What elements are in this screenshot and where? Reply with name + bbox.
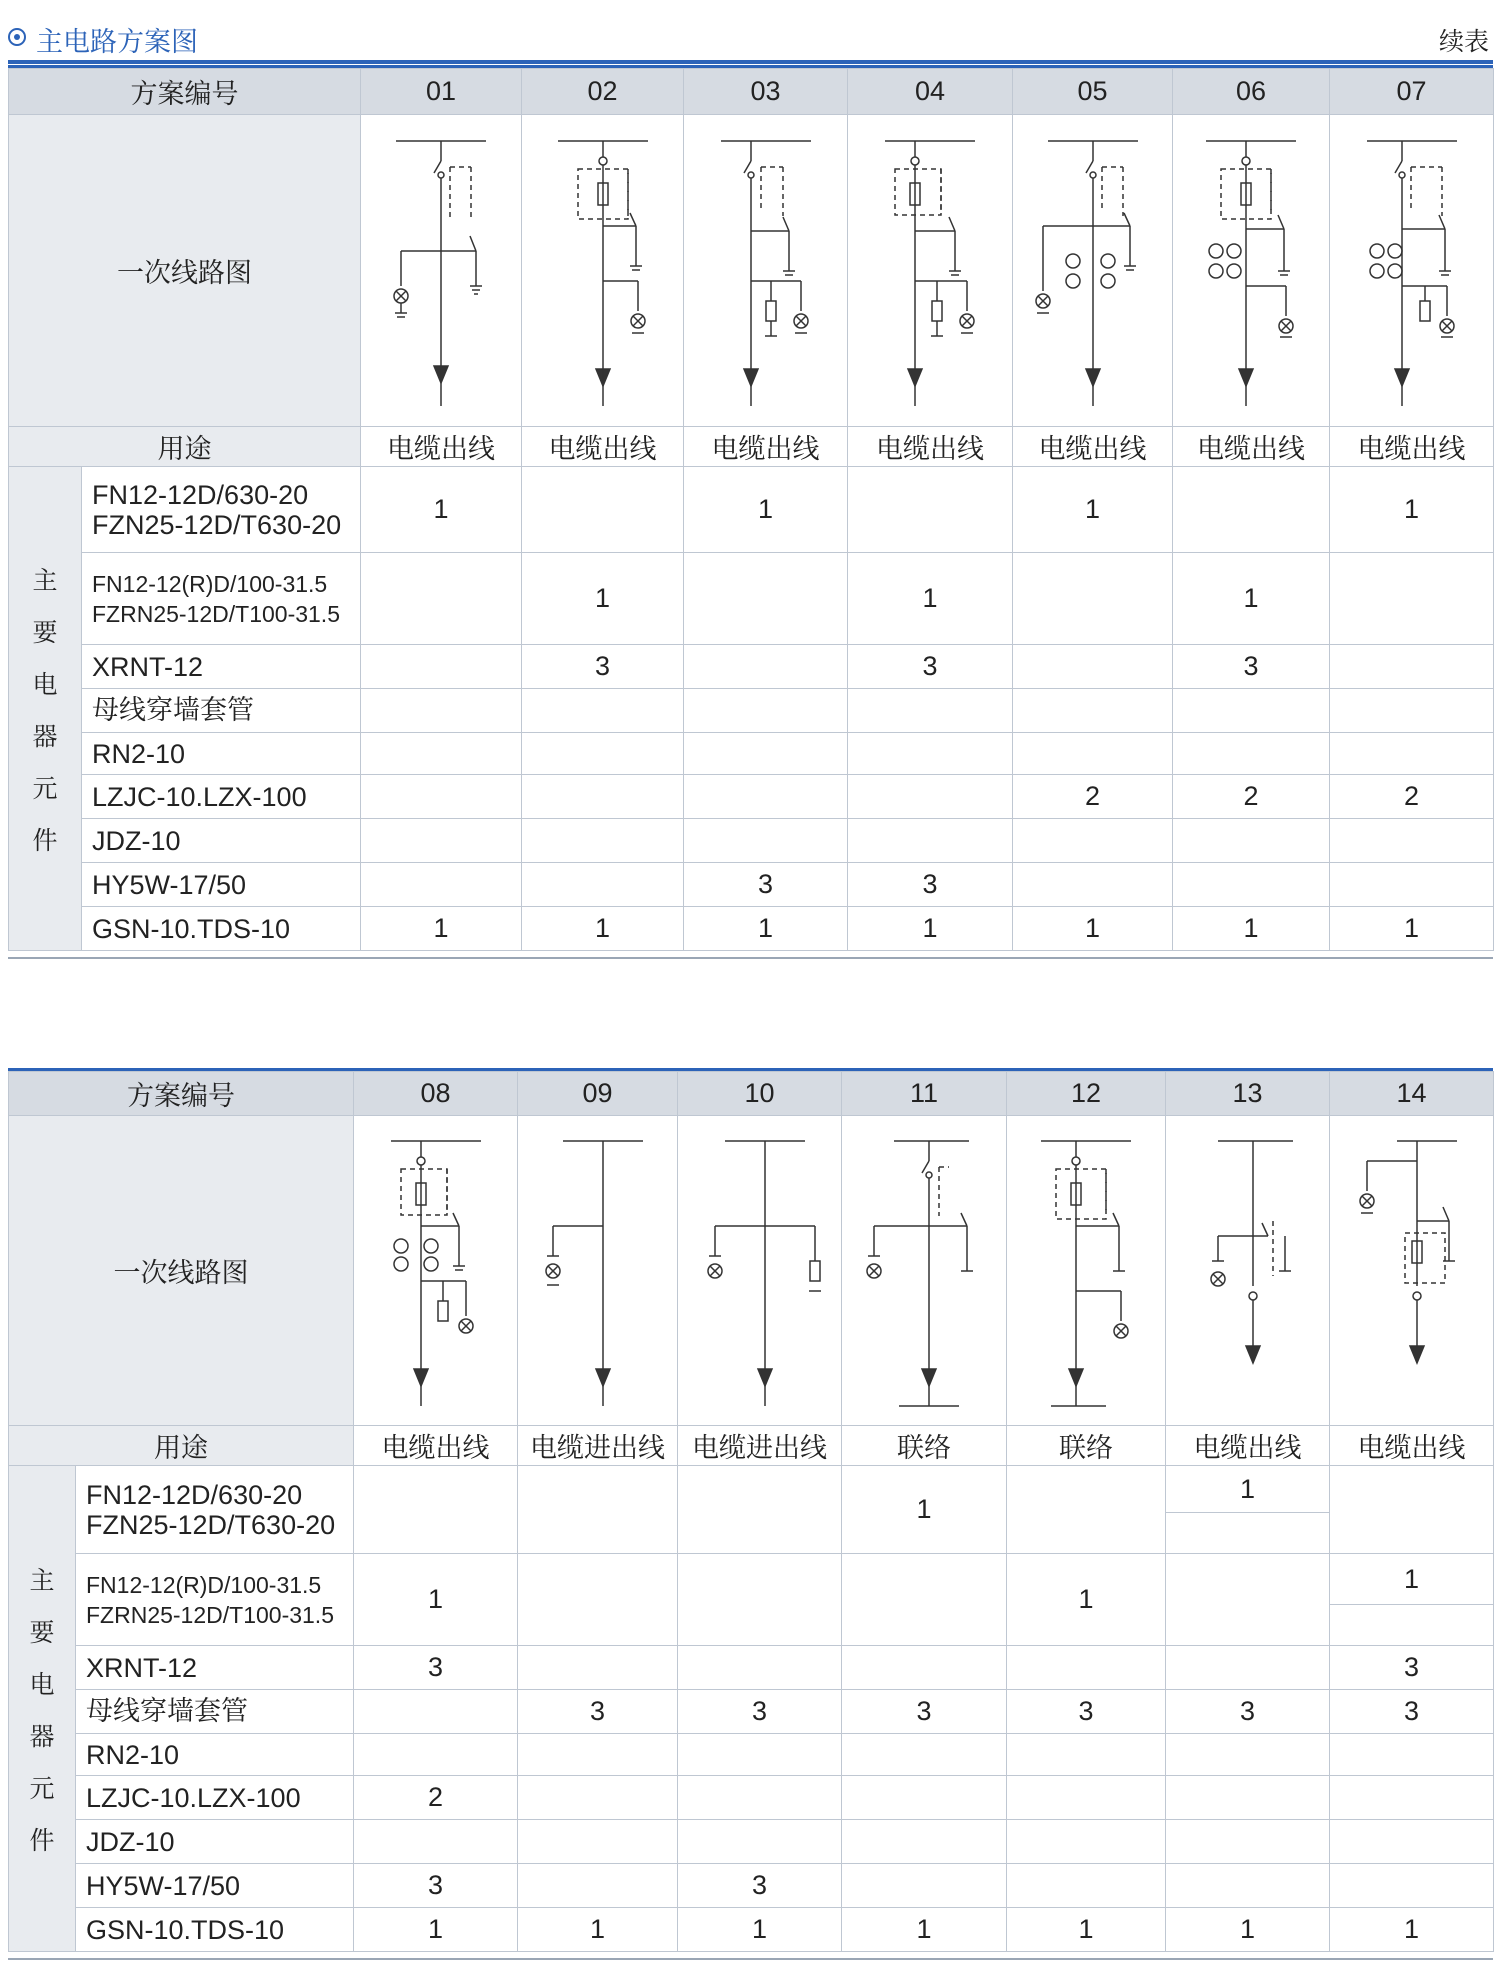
- quantity-cell: [518, 1864, 678, 1908]
- purpose-cell: 电缆出线: [1330, 1426, 1494, 1466]
- quantity-cell: [518, 1554, 678, 1646]
- component-name-line: FN12-12(R)D/100-31.5: [92, 570, 328, 597]
- main-components-char: 件: [29, 1825, 55, 1855]
- quantity-cell: 1: [518, 1908, 678, 1952]
- quantity-cell: [1330, 733, 1494, 775]
- quantity-cell: [522, 733, 684, 775]
- scheme-table-2: [8, 1071, 1494, 1952]
- quantity-cell: [1013, 553, 1173, 645]
- quantity-cell: [1007, 1646, 1166, 1690]
- quantity-cell: [1166, 1864, 1330, 1908]
- quantity-cell: [1173, 467, 1330, 553]
- quantity-cell: [1330, 1734, 1494, 1776]
- quantity-cell: [522, 467, 684, 553]
- quantity-cell: [1013, 863, 1173, 907]
- component-name-line: FZN25-12D/T630-20: [86, 1509, 336, 1540]
- circuit-diagram-06: [1173, 115, 1330, 427]
- circuit-diagram-08: [354, 1116, 518, 1426]
- quantity-cell: [518, 1820, 678, 1864]
- component-name-line: HY5W-17/50: [86, 1870, 241, 1901]
- quantity-cell: [1330, 1820, 1494, 1864]
- quantity-cell: [361, 689, 522, 733]
- component-row: [9, 1690, 1494, 1734]
- quantity-cell: 1: [684, 907, 848, 951]
- target-icon: [8, 28, 26, 46]
- quantity-cell: 3: [678, 1864, 842, 1908]
- component-row: [9, 467, 1494, 553]
- purpose-cell: 电缆进出线: [678, 1426, 842, 1466]
- scheme-id: 10: [678, 1072, 842, 1116]
- scheme-id: 14: [1330, 1072, 1494, 1116]
- quantity-cell: 1: [1166, 1908, 1330, 1952]
- diagram-label: 一次线路图: [9, 115, 361, 427]
- quantity-cell: [522, 819, 684, 863]
- component-name: [82, 645, 361, 689]
- quantity-cell: [842, 1734, 1007, 1776]
- page-header: [8, 14, 1493, 64]
- quantity-cell: 1: [354, 1554, 518, 1646]
- quantity-cell: 3: [522, 645, 684, 689]
- circuit-diagram-07: [1330, 115, 1494, 427]
- component-name: [76, 1690, 354, 1734]
- component-rows: [9, 1466, 1494, 1952]
- main-components-char: 元: [32, 773, 58, 803]
- quantity-cell: [1013, 819, 1173, 863]
- scheme-id: 11: [842, 1072, 1007, 1116]
- quantity-cell: 3: [354, 1864, 518, 1908]
- quantity-cell: [842, 1820, 1007, 1864]
- purpose-cell: 电缆出线: [354, 1426, 518, 1466]
- quantity-cell: [1166, 1776, 1330, 1820]
- component-name: [76, 1466, 354, 1554]
- component-name: [82, 775, 361, 819]
- quantity-cell: [684, 819, 848, 863]
- purpose-cell: 电缆出线: [1330, 427, 1494, 467]
- component-row: [9, 1646, 1494, 1690]
- quantity-cell: [1166, 1734, 1330, 1776]
- component-row: [9, 1864, 1494, 1908]
- component-name: [82, 863, 361, 907]
- component-name-line: FZN25-12D/T630-20: [92, 509, 342, 540]
- scheme-id: 13: [1166, 1072, 1330, 1116]
- quantity-cell: [1330, 1776, 1494, 1820]
- component-name-line: JDZ-10: [92, 825, 181, 856]
- quantity-cell: 3: [518, 1690, 678, 1734]
- main-components-char: 主: [32, 565, 58, 595]
- quantity-cell: 1: [684, 467, 848, 553]
- component-name-line: RN2-10: [92, 738, 186, 769]
- component-row: [9, 1554, 1494, 1646]
- component-name: [82, 733, 361, 775]
- quantity-cell: [678, 1466, 842, 1554]
- quantity-cell: [1013, 645, 1173, 689]
- purpose-cell: 电缆进出线: [518, 1426, 678, 1466]
- scheme-number-row: [9, 1072, 1494, 1116]
- quantity-cell: [1166, 1646, 1330, 1690]
- quantity-cell: [1330, 819, 1494, 863]
- quantity-cell: [678, 1820, 842, 1864]
- purpose-cell: 电缆出线: [684, 427, 848, 467]
- purpose-row: [9, 1426, 1494, 1466]
- main-components-char: 件: [32, 825, 58, 855]
- quantity-cell: 3: [678, 1690, 842, 1734]
- quantity-cell: [1007, 1776, 1166, 1820]
- purpose-cell: 电缆出线: [522, 427, 684, 467]
- main-components-char: 要: [32, 617, 58, 647]
- quantity-cell: [1330, 689, 1494, 733]
- quantity-cell: [1007, 1864, 1166, 1908]
- scheme-number-row: [9, 69, 1494, 115]
- quantity-cell: [1330, 1554, 1494, 1646]
- quantity-cell: [354, 1734, 518, 1776]
- quantity-cell: [684, 645, 848, 689]
- component-name-line: FN12-12D/630-20: [86, 1479, 303, 1510]
- quantity-cell: [848, 733, 1013, 775]
- quantity-cell: 1: [361, 467, 522, 553]
- component-row: [9, 553, 1494, 645]
- quantity-cell: 1: [842, 1908, 1007, 1952]
- scheme-id: 08: [354, 1072, 518, 1116]
- quantity-cell: [354, 1690, 518, 1734]
- quantity-cell: [842, 1554, 1007, 1646]
- quantity-cell: [518, 1466, 678, 1554]
- component-row: [9, 1820, 1494, 1864]
- quantity-cell: 3: [1173, 645, 1330, 689]
- component-name: [76, 1734, 354, 1776]
- component-name: [82, 553, 361, 645]
- circuit-diagram-05: [1013, 115, 1173, 427]
- quantity-cell: [361, 553, 522, 645]
- scheme-id: 01: [361, 69, 522, 115]
- quantity-cell: 3: [354, 1646, 518, 1690]
- purpose-label: 用途: [9, 427, 361, 467]
- component-name-line: RN2-10: [86, 1739, 180, 1770]
- quantity-cell: [1007, 1734, 1166, 1776]
- quantity-cell: 1: [1330, 1908, 1494, 1952]
- component-name-line: 母线穿墙套管: [92, 694, 254, 726]
- quantity-cell: 1: [842, 1466, 1007, 1554]
- quantity-cell: 1: [848, 907, 1013, 951]
- quantity-cell: [1166, 1554, 1330, 1646]
- quantity-cell: [678, 1734, 842, 1776]
- component-name-line: FZRN25-12D/T100-31.5: [92, 600, 340, 627]
- purpose-row: [9, 427, 1494, 467]
- quantity-cell: 3: [1330, 1646, 1494, 1690]
- scheme-id: 06: [1173, 69, 1330, 115]
- component-row: [9, 733, 1494, 775]
- quantity-cell: 1: [1173, 553, 1330, 645]
- quantity-cell: [1173, 689, 1330, 733]
- quantity-cell: 1: [678, 1908, 842, 1952]
- circuit-diagram-12: [1007, 1116, 1166, 1426]
- component-row: [9, 1776, 1494, 1820]
- scheme-id: 12: [1007, 1072, 1166, 1116]
- quantity-cell: [842, 1776, 1007, 1820]
- quantity-cell: 1: [1330, 467, 1494, 553]
- quantity-cell: [361, 645, 522, 689]
- quantity-cell: 3: [848, 863, 1013, 907]
- quantity-cell: [522, 863, 684, 907]
- quantity-cell: [842, 1864, 1007, 1908]
- quantity-cell: [354, 1820, 518, 1864]
- quantity-cell: [1007, 1820, 1166, 1864]
- quantity-cell: [842, 1646, 1007, 1690]
- quantity-cell: [684, 553, 848, 645]
- quantity-cell: [518, 1776, 678, 1820]
- purpose-cell: 电缆出线: [361, 427, 522, 467]
- quantity-cell: 1: [1007, 1554, 1166, 1646]
- component-name-line: GSN-10.TDS-10: [92, 913, 291, 944]
- scheme-number-label: 方案编号: [9, 69, 361, 115]
- quantity-cell: 2: [354, 1776, 518, 1820]
- component-name-line: LZJC-10.LZX-100: [86, 1782, 301, 1813]
- quantity-cell: [1166, 1820, 1330, 1864]
- quantity-cell: 1: [354, 1908, 518, 1952]
- purpose-cell: 联络: [1007, 1426, 1166, 1466]
- main-components-char: 电: [29, 1669, 55, 1699]
- quantity-cell: [1013, 689, 1173, 733]
- quantity-cell: [518, 1734, 678, 1776]
- quantity-cell: 2: [1330, 775, 1494, 819]
- quantity-cell: 3: [842, 1690, 1007, 1734]
- component-name: [82, 907, 361, 951]
- component-name-line: HY5W-17/50: [92, 869, 247, 900]
- quantity-cell: 3: [848, 645, 1013, 689]
- quantity-cell: [678, 1554, 842, 1646]
- component-name-line: LZJC-10.LZX-100: [92, 781, 307, 812]
- quantity-cell: [1166, 1466, 1330, 1554]
- quantity-cell: [354, 1466, 518, 1554]
- quantity-cell: 1: [1013, 467, 1173, 553]
- component-row: [9, 645, 1494, 689]
- component-name-line: 母线穿墙套管: [86, 1695, 248, 1727]
- quantity-cell: [522, 775, 684, 819]
- component-name: [76, 1646, 354, 1690]
- quantity-cell: [1330, 553, 1494, 645]
- quantity-cell: [678, 1776, 842, 1820]
- component-row: [9, 775, 1494, 819]
- diagram-row: [9, 1116, 1494, 1426]
- page-title: 主电路方案图: [36, 27, 198, 58]
- quantity-cell: [1173, 733, 1330, 775]
- component-name-line: GSN-10.TDS-10: [86, 1914, 285, 1945]
- component-name: [76, 1864, 354, 1908]
- quantity-cell: [522, 689, 684, 733]
- component-row: [9, 907, 1494, 951]
- quantity-cell: 1: [522, 553, 684, 645]
- component-row: [9, 863, 1494, 907]
- quantity-cell: [684, 689, 848, 733]
- component-name-line: FZRN25-12D/T100-31.5: [86, 1601, 334, 1628]
- quantity-cell: [361, 733, 522, 775]
- circuit-diagram-10: [678, 1116, 842, 1426]
- quantity-cell: 1: [361, 907, 522, 951]
- component-name-line: FN12-12D/630-20: [92, 479, 309, 510]
- component-name: [76, 1776, 354, 1820]
- circuit-diagram-01: [361, 115, 522, 427]
- component-name: [82, 467, 361, 553]
- scheme-id: 09: [518, 1072, 678, 1116]
- quantity-cell: 1: [522, 907, 684, 951]
- quantity-cell: 1: [1007, 1908, 1166, 1952]
- quantity-cell: [1330, 863, 1494, 907]
- purpose-label: 用途: [9, 1426, 354, 1466]
- purpose-cell: 电缆出线: [848, 427, 1013, 467]
- component-name-line: FN12-12(R)D/100-31.5: [86, 1571, 322, 1598]
- quantity-cell: 1: [1173, 907, 1330, 951]
- quantity-cell: 2: [1173, 775, 1330, 819]
- quantity-cell: [1013, 733, 1173, 775]
- quantity-value: 1: [1330, 1554, 1493, 1605]
- main-components-char: 器: [32, 721, 58, 751]
- scheme-id: 02: [522, 69, 684, 115]
- circuit-diagram-11: [842, 1116, 1007, 1426]
- main-components-char: 电: [32, 669, 58, 699]
- quantity-cell: [518, 1646, 678, 1690]
- purpose-cell: 联络: [842, 1426, 1007, 1466]
- main-components-char: 器: [29, 1721, 55, 1751]
- quantity-cell: [678, 1646, 842, 1690]
- quantity-cell: 3: [1330, 1690, 1494, 1734]
- main-components-char: 元: [29, 1773, 55, 1803]
- quantity-cell: [1330, 1864, 1494, 1908]
- main-components-char: 主: [29, 1565, 55, 1595]
- component-name-line: XRNT-12: [86, 1652, 198, 1683]
- quantity-cell: 1: [1330, 907, 1494, 951]
- scheme-id: 03: [684, 69, 848, 115]
- component-row: [9, 819, 1494, 863]
- purpose-cell: 电缆出线: [1013, 427, 1173, 467]
- quantity-cell: [1330, 1466, 1494, 1554]
- component-row: [9, 1908, 1494, 1952]
- circuit-diagram-02: [522, 115, 684, 427]
- purpose-cell: 电缆出线: [1173, 427, 1330, 467]
- quantity-cell: 2: [1013, 775, 1173, 819]
- quantity-cell: [1007, 1466, 1166, 1554]
- main-components-char: 要: [29, 1617, 55, 1647]
- quantity-cell: 1: [848, 553, 1013, 645]
- quantity-cell: [1173, 863, 1330, 907]
- circuit-diagram-03: [684, 115, 848, 427]
- circuit-diagram-13: [1166, 1116, 1330, 1426]
- diagram-row: [9, 115, 1494, 427]
- component-name-line: JDZ-10: [86, 1826, 175, 1857]
- quantity-cell: 3: [1166, 1690, 1330, 1734]
- continued-label: 续表: [1438, 27, 1489, 56]
- table2-bottom-rule: [8, 1958, 1493, 1960]
- diagram-label: 一次线路图: [9, 1116, 354, 1426]
- quantity-cell: 1: [1013, 907, 1173, 951]
- component-row: [9, 689, 1494, 733]
- main-components-label: [9, 1466, 76, 1952]
- quantity-cell: [361, 819, 522, 863]
- component-name: [76, 1554, 354, 1646]
- circuit-diagram-09: [518, 1116, 678, 1426]
- quantity-cell: [848, 689, 1013, 733]
- component-row: [9, 1734, 1494, 1776]
- quantity-cell: [361, 775, 522, 819]
- scheme-id: 05: [1013, 69, 1173, 115]
- quantity-cell: [848, 467, 1013, 553]
- quantity-cell: 3: [684, 863, 848, 907]
- purpose-cell: 电缆出线: [1166, 1426, 1330, 1466]
- circuit-diagram-14: [1330, 1116, 1494, 1426]
- table1-bottom-rule: [8, 957, 1493, 959]
- main-components-label: [9, 467, 82, 951]
- component-name-line: XRNT-12: [92, 651, 204, 682]
- scheme-number-label: 方案编号: [9, 1072, 354, 1116]
- quantity-cell: [848, 775, 1013, 819]
- component-rows: [9, 467, 1494, 951]
- quantity-cell: [1330, 645, 1494, 689]
- component-row: [9, 1466, 1494, 1554]
- scheme-id: 04: [848, 69, 1013, 115]
- quantity-cell: [684, 733, 848, 775]
- component-name: [82, 689, 361, 733]
- quantity-cell: [361, 863, 522, 907]
- component-name: [76, 1820, 354, 1864]
- component-name: [82, 819, 361, 863]
- scheme-id: 07: [1330, 69, 1494, 115]
- quantity-cell: 3: [1007, 1690, 1166, 1734]
- quantity-value: 1: [1166, 1466, 1329, 1513]
- scheme-table-1: [8, 68, 1494, 951]
- quantity-cell: [684, 775, 848, 819]
- component-name: [76, 1908, 354, 1952]
- quantity-cell: [1173, 819, 1330, 863]
- circuit-diagram-04: [848, 115, 1013, 427]
- quantity-cell: [848, 819, 1013, 863]
